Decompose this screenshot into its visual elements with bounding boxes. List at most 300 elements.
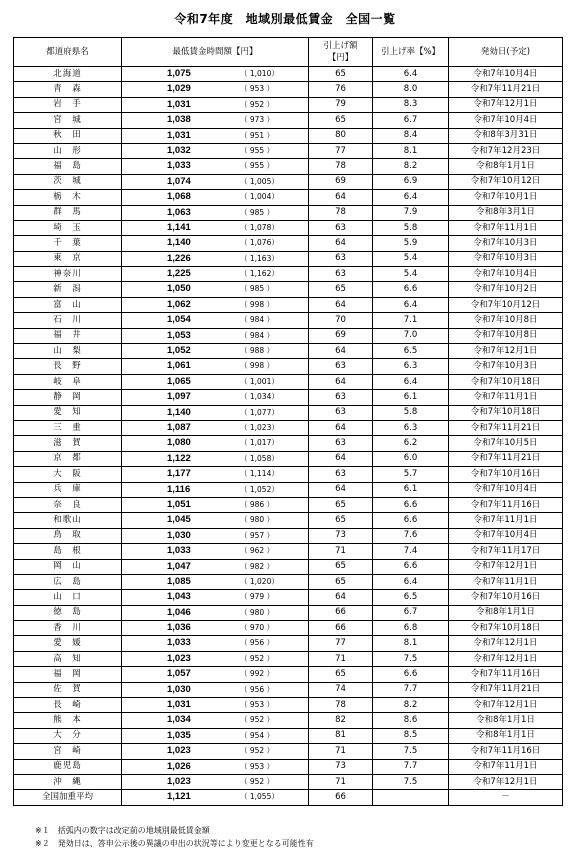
previous-wage: （ 979 ） (240, 592, 275, 602)
previous-wage: （ 1,023） (240, 422, 279, 432)
new-wage: 1,050 (167, 283, 191, 295)
effective-date: 令和7年12月1日 (449, 97, 563, 112)
previous-wage: （ 952 ） (240, 653, 275, 663)
previous-wage: （ 1,077） (240, 407, 279, 417)
effective-date: 令和7年11月1日 (449, 390, 563, 405)
new-wage: 1,057 (167, 668, 191, 680)
raise-amount: 65 (309, 513, 373, 528)
average-wage: 1,121 (167, 791, 191, 803)
wage-cell (122, 636, 309, 651)
wage-cell (122, 313, 309, 328)
effective-date: 令和7年10月4日 (449, 528, 563, 543)
prefecture-name: 福 井 (14, 328, 122, 343)
table-row (14, 528, 563, 543)
table-row (14, 436, 563, 451)
table-row (14, 359, 563, 374)
prefecture-name: 京 都 (14, 451, 122, 466)
previous-wage: （ 984 ） (240, 315, 275, 325)
raise-amount: 65 (309, 113, 373, 128)
previous-wage: （ 984 ） (240, 330, 275, 340)
prefecture-name: 神奈川 (14, 267, 122, 282)
raise-amount: 63 (309, 359, 373, 374)
new-wage: 1,031 (167, 699, 191, 711)
previous-wage: （ 1,005） (240, 176, 279, 186)
wage-cell (122, 420, 309, 435)
prefecture-name: 大 分 (14, 728, 122, 743)
table-row (14, 467, 563, 482)
wage-cell (122, 390, 309, 405)
wage-cell (122, 97, 309, 112)
previous-wage: （ 1,076） (240, 238, 279, 248)
table-row (14, 128, 563, 143)
table-row (14, 744, 563, 759)
raise-rate: 7.5 (373, 744, 449, 759)
raise-amount: 63 (309, 467, 373, 482)
table-row (14, 405, 563, 420)
previous-wage: （ 953 ） (240, 84, 275, 94)
raise-amount: 64 (309, 590, 373, 605)
previous-wage: （ 1,058） (240, 453, 279, 463)
raise-rate: 8.2 (373, 698, 449, 713)
effective-date: 令和7年10月18日 (449, 405, 563, 420)
wage-cell (122, 128, 309, 143)
new-wage: 1,030 (167, 683, 191, 695)
effective-date: 令和7年11月21日 (449, 420, 563, 435)
raise-rate: 5.8 (373, 220, 449, 235)
wage-cell (122, 82, 309, 97)
effective-date: 令和7年12月1日 (449, 559, 563, 574)
raise-rate: 6.7 (373, 113, 449, 128)
wage-cell (122, 513, 309, 528)
raise-amount: 71 (309, 774, 373, 789)
wage-cell (122, 436, 309, 451)
wage-cell (122, 174, 309, 189)
previous-wage: （ 1,020） (240, 576, 279, 586)
raise-rate: 8.5 (373, 728, 449, 743)
raise-amount: 70 (309, 313, 373, 328)
previous-wage: （ 953 ） (240, 761, 275, 771)
wage-cell (122, 251, 309, 266)
raise-amount: 81 (309, 728, 373, 743)
new-wage: 1,140 (167, 406, 191, 418)
wage-cell (122, 559, 309, 574)
table-row (14, 143, 563, 158)
table-row (14, 728, 563, 743)
raise-amount: 63 (309, 436, 373, 451)
wage-cell (122, 113, 309, 128)
average-raise: 66 (309, 790, 373, 805)
raise-rate: 7.1 (373, 313, 449, 328)
effective-date: 令和7年11月21日 (449, 682, 563, 697)
effective-date: 令和7年11月21日 (449, 451, 563, 466)
table-row (14, 651, 563, 666)
raise-rate: 6.1 (373, 482, 449, 497)
raise-amount: 79 (309, 97, 373, 112)
prefecture-name: 秋 田 (14, 128, 122, 143)
new-wage: 1,075 (167, 68, 191, 79)
raise-amount: 66 (309, 605, 373, 620)
raise-rate: 5.9 (373, 236, 449, 251)
table-row (14, 190, 563, 205)
header-raise-amount: 引上げ額 【円】 (309, 38, 373, 67)
raise-rate: 6.8 (373, 621, 449, 636)
effective-date: 令和8年1月1日 (449, 713, 563, 728)
effective-date: 令和7年10月4日 (449, 267, 563, 282)
prefecture-name: 大 阪 (14, 467, 122, 482)
raise-rate: 7.5 (373, 774, 449, 789)
raise-rate: 6.4 (373, 67, 449, 82)
wage-cell (122, 497, 309, 512)
raise-amount: 77 (309, 143, 373, 158)
raise-rate: 7.7 (373, 759, 449, 774)
effective-date: 令和7年12月1日 (449, 774, 563, 789)
raise-amount: 63 (309, 251, 373, 266)
effective-date: 令和7年10月4日 (449, 482, 563, 497)
new-wage: 1,031 (167, 98, 191, 110)
wage-cell (122, 374, 309, 389)
new-wage: 1,031 (167, 129, 191, 141)
table-row (14, 497, 563, 512)
wage-cell (122, 297, 309, 312)
average-rate (373, 790, 449, 805)
raise-amount: 78 (309, 698, 373, 713)
raise-amount: 64 (309, 297, 373, 312)
prefecture-name: 愛 媛 (14, 636, 122, 651)
new-wage: 1,026 (167, 760, 191, 772)
new-wage: 1,032 (167, 144, 191, 156)
table-row (14, 159, 563, 174)
raise-rate: 8.0 (373, 82, 449, 97)
effective-date: 令和7年11月21日 (449, 82, 563, 97)
raise-amount: 64 (309, 420, 373, 435)
wage-cell (122, 682, 309, 697)
new-wage: 1,034 (167, 714, 191, 726)
prefecture-name: 高 知 (14, 651, 122, 666)
new-wage: 1,225 (167, 268, 191, 280)
new-wage: 1,052 (167, 345, 191, 357)
previous-wage: （ 1,010） (240, 69, 279, 78)
prefecture-name: 新 潟 (14, 282, 122, 297)
raise-rate: 5.4 (373, 251, 449, 266)
effective-date: 令和7年11月1日 (449, 220, 563, 235)
raise-rate: 6.2 (373, 436, 449, 451)
wage-cell (122, 405, 309, 420)
new-wage: 1,030 (167, 529, 191, 541)
prefecture-name: 北海道 (14, 67, 122, 82)
wage-cell (122, 713, 309, 728)
table-row (14, 605, 563, 620)
footnote-2: ※２ 発効日は、答申公示後の異議の申出の状況等により変更となる可能性有 (35, 839, 314, 848)
raise-rate: 6.4 (373, 574, 449, 589)
wage-cell (122, 267, 309, 282)
previous-wage: （ 952 ） (240, 776, 275, 786)
effective-date: 令和7年11月17日 (449, 544, 563, 559)
effective-date: 令和7年10月8日 (449, 313, 563, 328)
table-row (14, 67, 563, 82)
previous-wage: （ 998 ） (240, 361, 275, 371)
new-wage: 1,036 (167, 622, 191, 634)
table-row (14, 544, 563, 559)
previous-wage: （ 1,004） (240, 192, 279, 202)
prefecture-name: 岐 阜 (14, 374, 122, 389)
table-row (14, 698, 563, 713)
raise-rate: 8.1 (373, 636, 449, 651)
effective-date: 令和7年12月1日 (449, 698, 563, 713)
table-row (14, 774, 563, 789)
effective-date: 令和7年10月18日 (449, 621, 563, 636)
new-wage: 1,065 (167, 375, 191, 387)
raise-amount: 65 (309, 497, 373, 512)
new-wage: 1,046 (167, 606, 191, 618)
new-wage: 1,140 (167, 237, 191, 249)
raise-rate: 7.5 (373, 651, 449, 666)
wage-cell (122, 236, 309, 251)
average-label: 全国加重平均 (14, 790, 122, 805)
table-row (14, 344, 563, 359)
footnotes (35, 824, 314, 850)
table-row (14, 667, 563, 682)
prefecture-name: 茨 城 (14, 174, 122, 189)
prefecture-name: 徳 島 (14, 605, 122, 620)
raise-amount: 63 (309, 390, 373, 405)
previous-wage: （ 955 ） (240, 161, 275, 171)
table-row (14, 636, 563, 651)
table-row (14, 374, 563, 389)
raise-rate: 6.6 (373, 667, 449, 682)
prefecture-name: 福 島 (14, 159, 122, 174)
new-wage: 1,033 (167, 545, 191, 557)
prefecture-name: 香 川 (14, 621, 122, 636)
table-row (14, 313, 563, 328)
previous-wage: （ 1,162） (240, 269, 279, 279)
new-wage: 1,063 (167, 206, 191, 218)
effective-date: 令和7年11月16日 (449, 667, 563, 682)
table-row (14, 251, 563, 266)
prefecture-name: 奈 良 (14, 497, 122, 512)
new-wage: 1,122 (167, 452, 191, 464)
previous-wage: （ 956 ） (240, 684, 275, 694)
table-row (14, 621, 563, 636)
previous-wage: （ 954 ） (240, 730, 275, 740)
effective-date: 令和7年10月2日 (449, 282, 563, 297)
raise-rate: 5.7 (373, 467, 449, 482)
raise-amount: 63 (309, 220, 373, 235)
prefecture-name: 島 根 (14, 544, 122, 559)
wage-cell (122, 605, 309, 620)
prefecture-name: 兵 庫 (14, 482, 122, 497)
table-row (14, 297, 563, 312)
new-wage: 1,054 (167, 314, 191, 326)
new-wage: 1,061 (167, 360, 191, 372)
raise-rate: 6.1 (373, 390, 449, 405)
raise-amount: 82 (309, 713, 373, 728)
raise-rate: 6.3 (373, 359, 449, 374)
raise-amount: 64 (309, 482, 373, 497)
table-row (14, 82, 563, 97)
raise-rate: 8.2 (373, 159, 449, 174)
wage-cell (122, 67, 309, 82)
average-row (14, 790, 563, 805)
raise-rate: 5.4 (373, 267, 449, 282)
new-wage: 1,074 (167, 175, 191, 187)
raise-amount: 74 (309, 682, 373, 697)
raise-amount: 71 (309, 744, 373, 759)
raise-amount: 71 (309, 651, 373, 666)
prefecture-name: 山 梨 (14, 344, 122, 359)
wage-cell (122, 328, 309, 343)
table-row (14, 267, 563, 282)
prefecture-name: 千 葉 (14, 236, 122, 251)
prefecture-name: 山 形 (14, 143, 122, 158)
raise-rate: 6.6 (373, 559, 449, 574)
effective-date: 令和7年11月1日 (449, 574, 563, 589)
raise-rate: 8.3 (373, 97, 449, 112)
new-wage: 1,033 (167, 160, 191, 172)
wage-cell (122, 544, 309, 559)
previous-wage: （ 973 ） (240, 115, 275, 125)
raise-amount: 80 (309, 128, 373, 143)
new-wage: 1,023 (167, 745, 191, 757)
wage-cell (122, 143, 309, 158)
raise-amount: 64 (309, 236, 373, 251)
previous-wage: （ 980 ） (240, 607, 275, 617)
new-wage: 1,116 (167, 483, 191, 495)
raise-rate: 8.6 (373, 713, 449, 728)
effective-date: 令和7年12月1日 (449, 651, 563, 666)
previous-wage: （ 988 ） (240, 346, 275, 356)
effective-date: 令和7年10月18日 (449, 374, 563, 389)
effective-date: 令和7年10月3日 (449, 251, 563, 266)
new-wage: 1,177 (167, 468, 191, 480)
table-row (14, 513, 563, 528)
prefecture-name: 長 崎 (14, 698, 122, 713)
table-row (14, 559, 563, 574)
wage-cell (122, 205, 309, 220)
new-wage: 1,029 (167, 83, 191, 95)
footnote-1: ※１ 括弧内の数字は改定前の地域別最低賃金額 (35, 826, 210, 835)
previous-wage: （ 1,001） (240, 376, 279, 386)
raise-rate: 7.0 (373, 328, 449, 343)
wage-cell (122, 759, 309, 774)
table-row (14, 713, 563, 728)
prefecture-name: 鹿児島 (14, 759, 122, 774)
effective-date: 令和8年3月1日 (449, 205, 563, 220)
effective-date: 令和7年10月3日 (449, 359, 563, 374)
effective-date: 令和7年11月1日 (449, 759, 563, 774)
wage-cell (122, 282, 309, 297)
previous-wage: （ 1,078） (240, 222, 279, 232)
effective-date: 令和7年12月1日 (449, 636, 563, 651)
raise-rate: 8.4 (373, 128, 449, 143)
table-row (14, 390, 563, 405)
effective-date: 令和7年10月1日 (449, 190, 563, 205)
raise-amount: 63 (309, 405, 373, 420)
prefecture-name: 和歌山 (14, 513, 122, 528)
table-row (14, 682, 563, 697)
wage-cell (122, 528, 309, 543)
wage-cell (122, 451, 309, 466)
prefecture-name: 愛 知 (14, 405, 122, 420)
raise-amount: 64 (309, 344, 373, 359)
previous-wage: （ 985 ） (240, 207, 275, 217)
new-wage: 1,035 (167, 729, 191, 741)
raise-rate: 6.5 (373, 590, 449, 605)
wage-cell (122, 744, 309, 759)
previous-wage: （ 956 ） (240, 638, 275, 648)
new-wage: 1,043 (167, 591, 191, 603)
prefecture-name: 岡 山 (14, 559, 122, 574)
wage-cell (122, 590, 309, 605)
average-wage-cell (122, 790, 309, 805)
table-row (14, 174, 563, 189)
table-row (14, 590, 563, 605)
header-prefecture: 都道府県名 (14, 38, 122, 67)
effective-date: 令和7年11月1日 (449, 513, 563, 528)
prefecture-name: 群 馬 (14, 205, 122, 220)
previous-wage: （ 952 ） (240, 715, 275, 725)
effective-date: 令和7年12月23日 (449, 143, 563, 158)
raise-amount: 64 (309, 374, 373, 389)
previous-wage: （ 952 ） (240, 746, 275, 756)
effective-date: 令和7年10月5日 (449, 436, 563, 451)
raise-rate: 6.4 (373, 297, 449, 312)
new-wage: 1,038 (167, 114, 191, 126)
document-title: 令和7年度 地域別最低賃金 全国一覧 (174, 12, 396, 26)
prefecture-name: 宮 城 (14, 113, 122, 128)
table-row (14, 759, 563, 774)
effective-date: 令和7年12月1日 (449, 344, 563, 359)
prefecture-name: 福 岡 (14, 667, 122, 682)
raise-amount: 69 (309, 328, 373, 343)
wage-cell (122, 574, 309, 589)
new-wage: 1,023 (167, 652, 191, 664)
raise-amount: 78 (309, 159, 373, 174)
table-row (14, 97, 563, 112)
previous-wage: （ 1,114） (240, 469, 279, 479)
header-row (14, 38, 563, 67)
header-raise-rate: 引上げ率【%】 (373, 38, 449, 67)
previous-wage: （ 1,163） (240, 253, 279, 263)
raise-rate: 5.8 (373, 405, 449, 420)
average-date: － (449, 790, 563, 805)
new-wage: 1,051 (167, 498, 191, 510)
new-wage: 1,068 (167, 191, 191, 203)
new-wage: 1,047 (167, 560, 191, 572)
wage-cell (122, 220, 309, 235)
wage-cell (122, 190, 309, 205)
previous-wage: （ 985 ） (240, 284, 275, 294)
new-wage: 1,141 (167, 221, 191, 233)
prefecture-name: 栃 木 (14, 190, 122, 205)
raise-rate: 6.0 (373, 451, 449, 466)
previous-wage: （ 1,034） (240, 392, 279, 402)
table-row (14, 482, 563, 497)
wage-cell (122, 698, 309, 713)
raise-amount: 73 (309, 759, 373, 774)
effective-date: 令和7年10月16日 (449, 467, 563, 482)
new-wage: 1,226 (167, 252, 191, 264)
prefecture-name: 鳥 取 (14, 528, 122, 543)
raise-rate: 6.4 (373, 374, 449, 389)
effective-date: 令和7年10月12日 (449, 297, 563, 312)
raise-rate: 7.9 (373, 205, 449, 220)
raise-rate: 7.7 (373, 682, 449, 697)
raise-rate: 6.5 (373, 344, 449, 359)
prefecture-name: 三 重 (14, 420, 122, 435)
prefecture-name: 石 川 (14, 313, 122, 328)
prefecture-name: 岩 手 (14, 97, 122, 112)
raise-rate: 6.6 (373, 497, 449, 512)
